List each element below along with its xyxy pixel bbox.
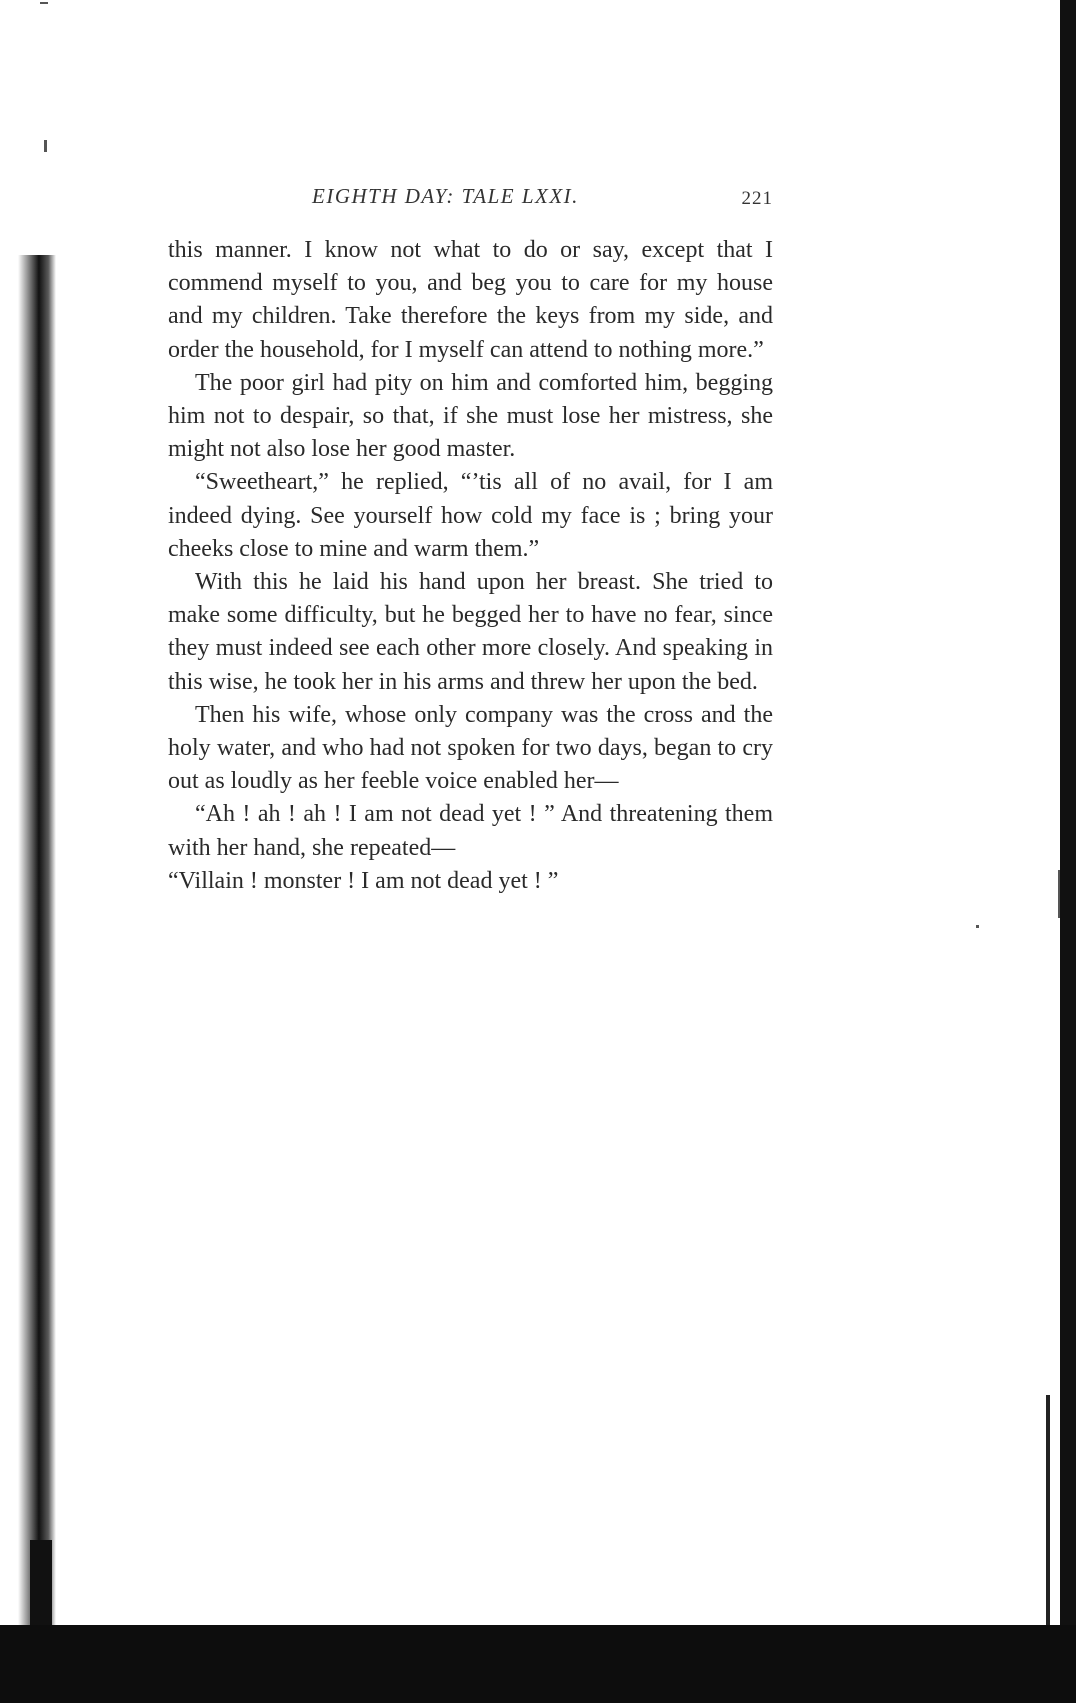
paragraph: With this he laid his hand upon her breast. She tried to make some difficulty, but he begged her to have no fear, since they must indeed see each other more closely. And speaking in this wise, he took her in his arms and threw her upon the bed. bbox=[168, 569, 773, 695]
paragraph: “Sweetheart,” he replied, “’tis all of no avail, for I am indeed dying. See yourself how cold my face is ; bring your cheeks close to mine and warm them.” bbox=[168, 469, 773, 562]
running-head bbox=[168, 184, 773, 220]
paragraph: “Ah ! ah ! ah ! I am not dead yet ! ” And threatening them with her hand, she repeated— bbox=[168, 801, 773, 861]
paragraph: The poor girl had pity on him and comforted him, begging him not to despair, so that, if she must lose her mistress, she might not also lose her good master. bbox=[168, 369, 773, 463]
scan-shadow-right-edge bbox=[1060, 0, 1076, 1703]
paragraph: this manner. I know not what to do or say, except that I commend myself to you, and beg you to care for my house and my children. Take therefore the keys from my side, and order the household, for I myself can attend to nothing more.” bbox=[168, 237, 773, 363]
paragraph: Then his wife, whose only company was the cross and the holy water, and who had not spoken for two days, began to cry out as loudly as her feeble voice enabled her— bbox=[168, 701, 773, 795]
scan-speck bbox=[44, 140, 47, 152]
page-number: 221 bbox=[741, 188, 773, 209]
scan-mark-right bbox=[1046, 1395, 1050, 1625]
scan-shadow-bottom-edge bbox=[0, 1625, 1076, 1703]
scan-speck bbox=[1058, 870, 1060, 918]
closing-line: “Villain ! monster ! I am not dead yet ! ” bbox=[168, 867, 559, 894]
scan-shadow-left-edge bbox=[18, 255, 56, 1655]
page-content bbox=[168, 184, 773, 898]
scan-speck bbox=[40, 2, 48, 4]
scan-speck bbox=[976, 925, 979, 928]
running-title: EIGHTH DAY: TALE LXXI. bbox=[312, 184, 579, 208]
